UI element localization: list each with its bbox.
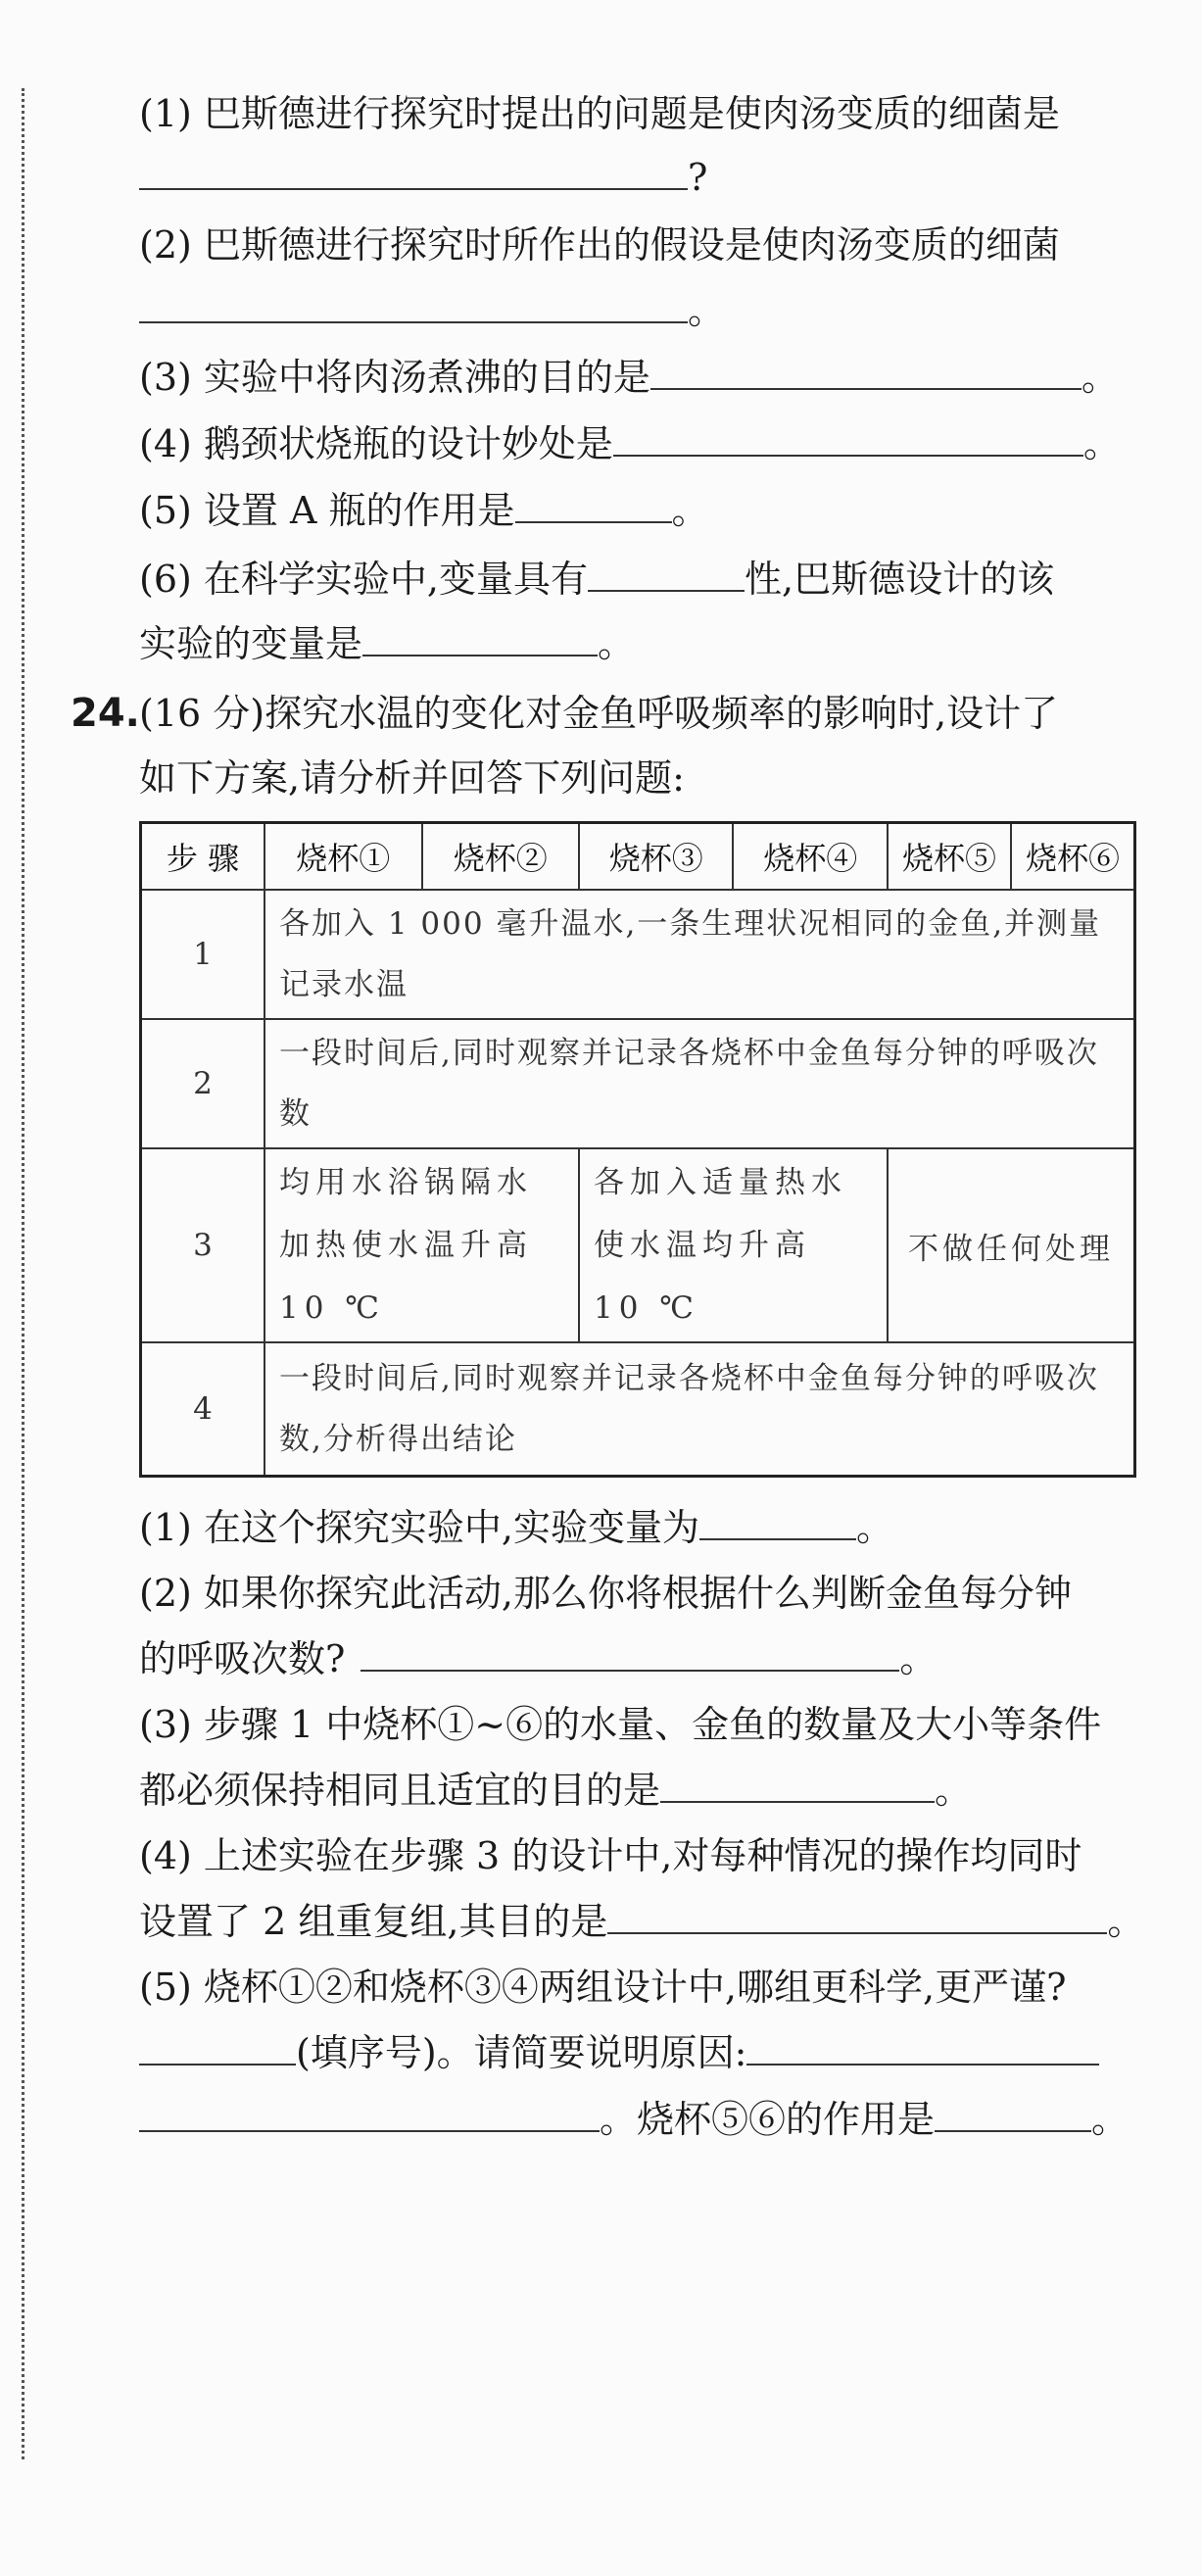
q23-4-end: 。 (1082, 422, 1121, 465)
q24-3-answer-blank[interactable] (660, 1762, 935, 1803)
q23-1-end: ? (688, 156, 708, 199)
table-row (141, 1342, 1135, 1476)
q23-4-answer-blank[interactable] (613, 415, 1083, 457)
header-beaker-3: 烧杯③ (579, 823, 733, 891)
q24-item-3 (139, 1697, 1138, 1752)
q24-item-5-line3 (139, 2091, 1138, 2147)
q24-item-4 (139, 1828, 1138, 1883)
header-beaker-1: 烧杯① (264, 823, 422, 891)
q24-intro-line2: 如下方案,请分析并回答下列问题: (139, 756, 685, 800)
q23-item-3 (139, 349, 1138, 405)
q23-item-6 (139, 551, 1138, 607)
header-beaker-4: 烧杯④ (733, 823, 887, 891)
step-number: 1 (141, 890, 265, 1019)
q24-2-end: 。 (899, 1637, 938, 1680)
q24-item-4-line2 (139, 1893, 1145, 1949)
q23-2-end: 。 (688, 289, 726, 332)
q24-5-text-line2: (填序号)。请简要说明原因: (296, 2031, 747, 2074)
beaker-5-6-operation: 不做任何处理 (888, 1148, 1135, 1342)
step-number: 2 (141, 1019, 265, 1148)
binding-margin-dotted-line (22, 88, 24, 2459)
q24-2-answer-blank[interactable] (361, 1630, 899, 1672)
table-row (141, 890, 1135, 1019)
q24-item-3-line2 (139, 1762, 1138, 1818)
q24-5-text-line3: 。烧杯⑤⑥的作用是 (600, 2098, 936, 2141)
q24-4-answer-blank[interactable] (607, 1893, 1107, 1934)
q23-6-text-mid: 性,巴斯德设计的该 (745, 558, 1055, 601)
q23-6-text: (6) 在科学实验中,变量具有 (139, 558, 588, 601)
step-description: 一段时间后,同时观察并记录各烧杯中金鱼每分钟的呼吸次数 (264, 1019, 1135, 1148)
q24-1-text: (1) 在这个探究实验中,实验变量为 (139, 1506, 699, 1549)
q23-3-end: 。 (1081, 356, 1119, 399)
q24-1-answer-blank[interactable] (699, 1499, 856, 1540)
q24-item-5 (139, 1960, 1138, 2015)
q24-item-5-line2 (139, 2024, 1138, 2080)
q23-item-1 (139, 86, 1138, 141)
q24-item-1 (139, 1499, 1138, 1555)
q24-5-end: 。 (1091, 2098, 1130, 2141)
q23-6-answer-blank-2[interactable] (362, 615, 598, 656)
beaker-1-2-operation: 均用水浴锅隔水加热使水温升高 10 ℃ (264, 1148, 579, 1342)
q24-3-text-line2: 都必须保持相同且适宜的目的是 (139, 1769, 661, 1812)
q24-5-answer-blank-4[interactable] (935, 2091, 1091, 2132)
q24-number: 24. (71, 691, 140, 736)
q23-2-text: (2) 巴斯德进行探究时所作出的假设是使肉汤变质的细菌 (139, 223, 1060, 267)
beaker-3-4-operation: 各加入适量热水使水温均升高 10 ℃ (579, 1148, 888, 1342)
q24-2-text-line2: 的呼吸次数? (139, 1637, 346, 1680)
header-beaker-6: 烧杯⑥ (1011, 823, 1135, 891)
q23-item-2 (139, 218, 1138, 272)
q23-3-text: (3) 实验中将肉汤煮沸的目的是 (139, 356, 650, 399)
q23-1-answer-blank[interactable] (139, 149, 688, 190)
q24-4-end: 。 (1107, 1900, 1145, 1943)
q24-5-answer-blank-3[interactable] (139, 2091, 600, 2132)
experiment-table (139, 821, 1136, 1478)
q24-item-2 (139, 1566, 1138, 1621)
step-description: 一段时间后,同时观察并记录各烧杯中金鱼每分钟的呼吸次数,分析得出结论 (264, 1342, 1135, 1476)
header-step: 步 骤 (141, 823, 265, 891)
q24-4-text-line2: 设置了 2 组重复组,其目的是 (139, 1900, 608, 1943)
q23-6-text-line2: 实验的变量是 (139, 622, 363, 665)
q24-5-answer-blank-2[interactable] (746, 2024, 1099, 2066)
q24-3-end: 。 (935, 1769, 973, 1812)
step-description: 各加入 1 000 毫升温水,一条生理状况相同的金鱼,并测量记录水温 (264, 890, 1135, 1019)
q23-5-end: 。 (671, 489, 709, 532)
q24-item-2-line2 (139, 1630, 1138, 1686)
q23-item-2-answer (139, 282, 1138, 338)
q24-4-text: (4) 上述实验在步骤 3 的设计中,对每种情况的操作均同时 (139, 1834, 1082, 1877)
q23-6-end: 。 (598, 622, 636, 665)
q24-3-text: (3) 步骤 1 中烧杯①~⑥的水量、金鱼的数量及大小等条件 (139, 1703, 1102, 1746)
header-beaker-5: 烧杯⑤ (888, 823, 1011, 891)
q23-6-answer-blank-1[interactable] (588, 551, 745, 592)
q23-3-answer-blank[interactable] (650, 349, 1082, 390)
q23-2-answer-blank[interactable] (139, 282, 688, 323)
q23-item-4 (139, 415, 1138, 471)
table-row (141, 1019, 1135, 1148)
q23-1-text: (1) 巴斯德进行探究时提出的问题是使肉汤变质的细菌是 (139, 92, 1060, 135)
q24-5-text: (5) 烧杯①②和烧杯③④两组设计中,哪组更科学,更严谨? (139, 1966, 1067, 2009)
q24-5-answer-blank-1[interactable] (139, 2024, 296, 2066)
q24-2-text: (2) 如果你探究此活动,那么你将根据什么判断金鱼每分钟 (139, 1572, 1072, 1615)
q23-item-6-line2 (139, 615, 1138, 671)
q23-item-1-answer (139, 149, 1138, 205)
header-beaker-2: 烧杯② (422, 823, 580, 891)
q24-intro-line1: (16 分)探究水温的变化对金鱼呼吸频率的影响时,设计了 (139, 692, 1059, 735)
table-header-row (141, 823, 1135, 891)
q23-5-text: (5) 设置 A 瓶的作用是 (139, 489, 515, 532)
step-number: 4 (141, 1342, 265, 1476)
table-row (141, 1148, 1135, 1342)
q23-5-answer-blank[interactable] (515, 482, 672, 523)
q23-item-5 (139, 482, 1138, 538)
q23-4-text: (4) 鹅颈状烧瓶的设计妙处是 (139, 422, 613, 465)
q24-1-end: 。 (856, 1506, 894, 1549)
step-number: 3 (141, 1148, 265, 1342)
